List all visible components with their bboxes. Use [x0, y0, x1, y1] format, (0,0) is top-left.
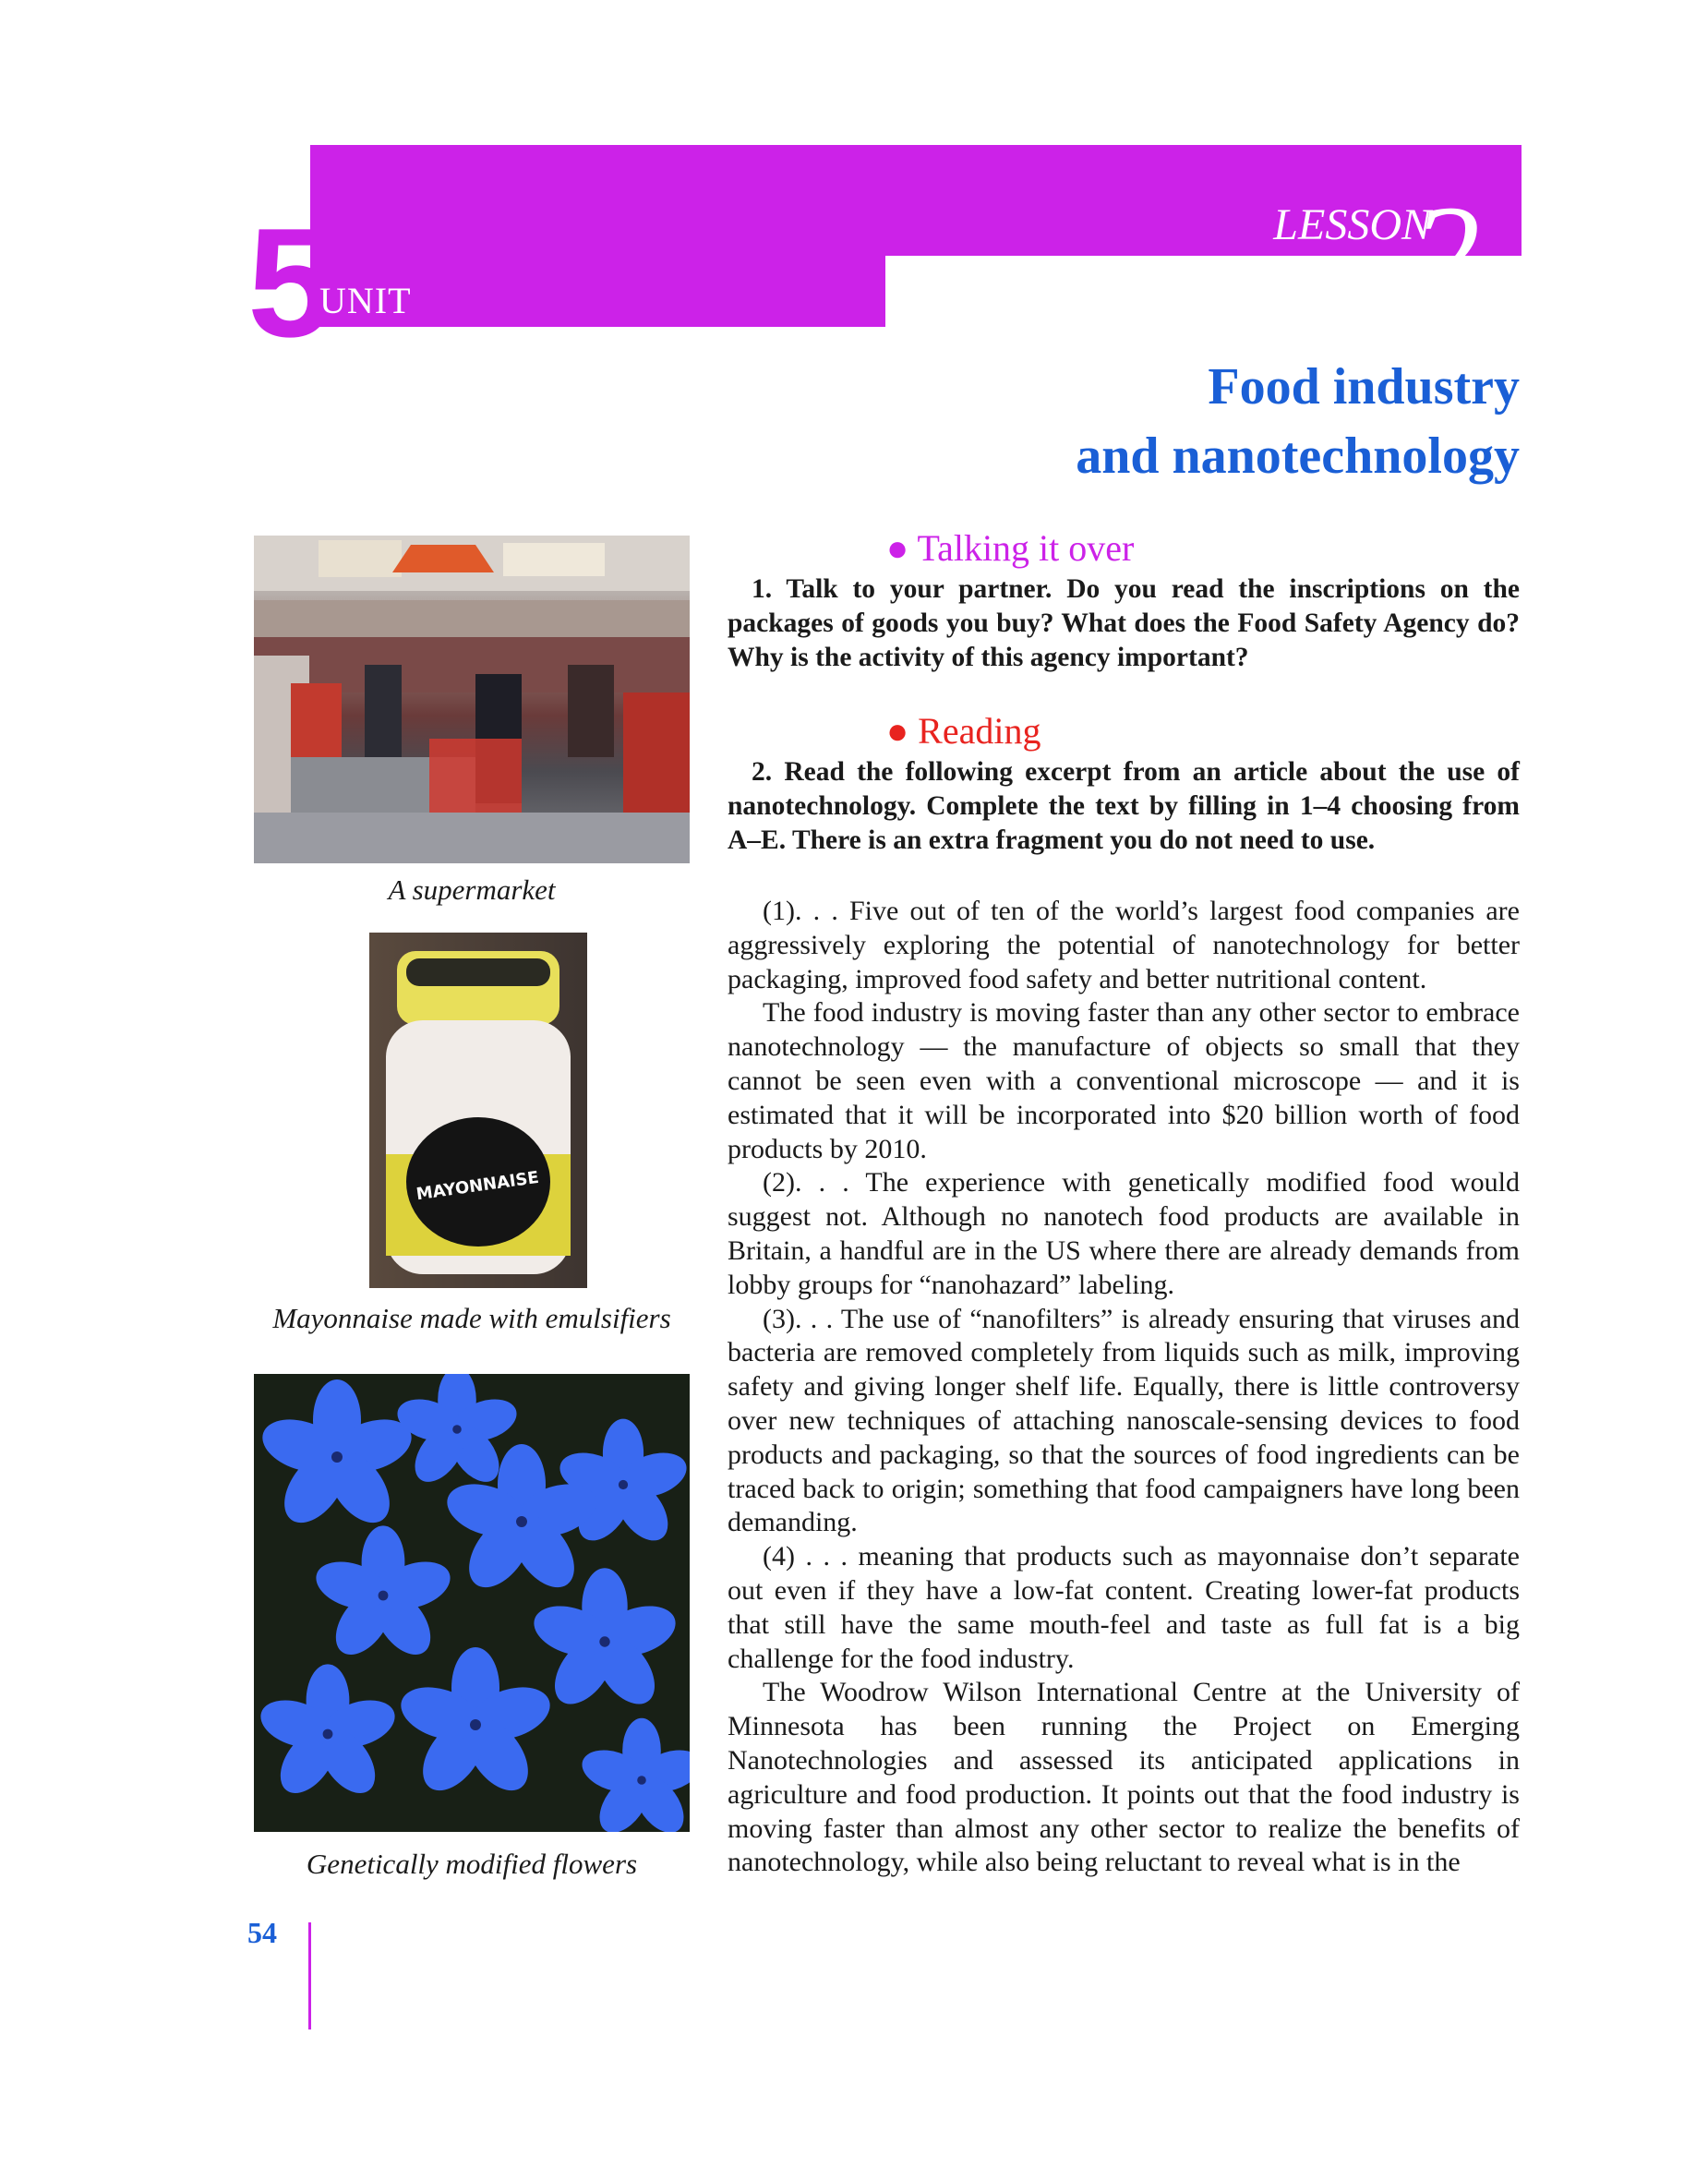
bullet-icon: ● [886, 710, 919, 752]
title-line-2: and nanotechnology [1076, 428, 1520, 485]
page-rule [308, 1922, 311, 2029]
jar-label: MAYONNAISE [415, 1167, 540, 1205]
article-paragraph: (2). . . The experience with genetically modified food would suggest not. Although no nanotech food products are available in Britain, a handful are in the US where there are already demands from lobby groups for “nanohazard” labeling. [728, 1167, 1520, 1300]
article-paragraph: (4) . . . meaning that products such as mayonnaise don’t separate out even if they have a low-fat content. Creating lower-fat products that still have the same mouth-feel and taste as full fat is a big challenge for the food industry. [728, 1541, 1520, 1674]
flowers-caption: Genetically modified flowers [306, 1848, 638, 1880]
flowers-photo [254, 1374, 690, 1832]
talking-heading: ● Talking it over [886, 527, 1135, 569]
mayonnaise-caption: Mayonnaise made with emulsifiers [272, 1302, 671, 1334]
task-1: 1. Talk to your partner. Do you read the inscriptions on the packages of goods you buy? What does the Food Safety Agency do? Why is the activity of this agency important? [728, 574, 1520, 672]
mayonnaise-photo [369, 933, 587, 1288]
supermarket-caption: A supermarket [388, 873, 556, 906]
bullet-icon: ● [886, 527, 918, 569]
supermarket-photo [254, 536, 690, 863]
page-number: 54 [247, 1916, 277, 1949]
article-paragraph: (3). . . The use of “nanofilters” is already ensuring that viruses and bacteria are removed completely from liquids such as milk, improving safety and giving longer shelf life. Equally, there is little controversy over new techniques of attaching nanoscale-sensing devices to food products and packaging, so that the sources of food ingredients can be traced back to origin; something that food campaigners have long been demanding. [728, 1303, 1520, 1538]
supermarket-illustration [254, 536, 690, 863]
task-2: 2. Read the following excerpt from an article about the use of nanotechnology. Complete the text by filling in 1–4 choosing from A–E. There is an extra fragment you do not need to use. [728, 757, 1520, 855]
lesson-number: 2 [1411, 177, 1480, 331]
article-paragraph: The food industry is moving faster than any other sector to embrace nanotechnology — the manufacture of objects so small that they cannot be seen even with a conventional microscope — and it is estimated that it will be incorporated into $20 billion worth of food products by 2010. [728, 997, 1520, 1164]
unit-number: 5 [247, 196, 331, 369]
unit-label: UNIT [319, 280, 412, 321]
mayonnaise-jar-illustration [369, 933, 587, 1288]
reading-heading: ● Reading [886, 710, 1041, 752]
article-paragraph: The Woodrow Wilson International Centre at the University of Minnesota has been running the Project on Emerging Nanotechnologies and assessed its anticipated applications in agriculture and food production. It points out that the food industry is moving faster than almost any other sector to realize the benefits of nanotechnology, while also being reluctant to reveal what is in the [728, 1677, 1520, 1878]
article-paragraph: (1). . . Five out of ten of the world’s largest food companies are aggressively exploring the potential of nanotechnology for better packaging, improved food safety and better nutritional content. [728, 896, 1520, 994]
flowers-illustration [254, 1374, 690, 1832]
title-line-1: Food industry [1208, 358, 1520, 416]
lesson-label: LESSON [1273, 200, 1431, 249]
article-text [728, 895, 1520, 1880]
lesson-title [1076, 353, 1520, 491]
